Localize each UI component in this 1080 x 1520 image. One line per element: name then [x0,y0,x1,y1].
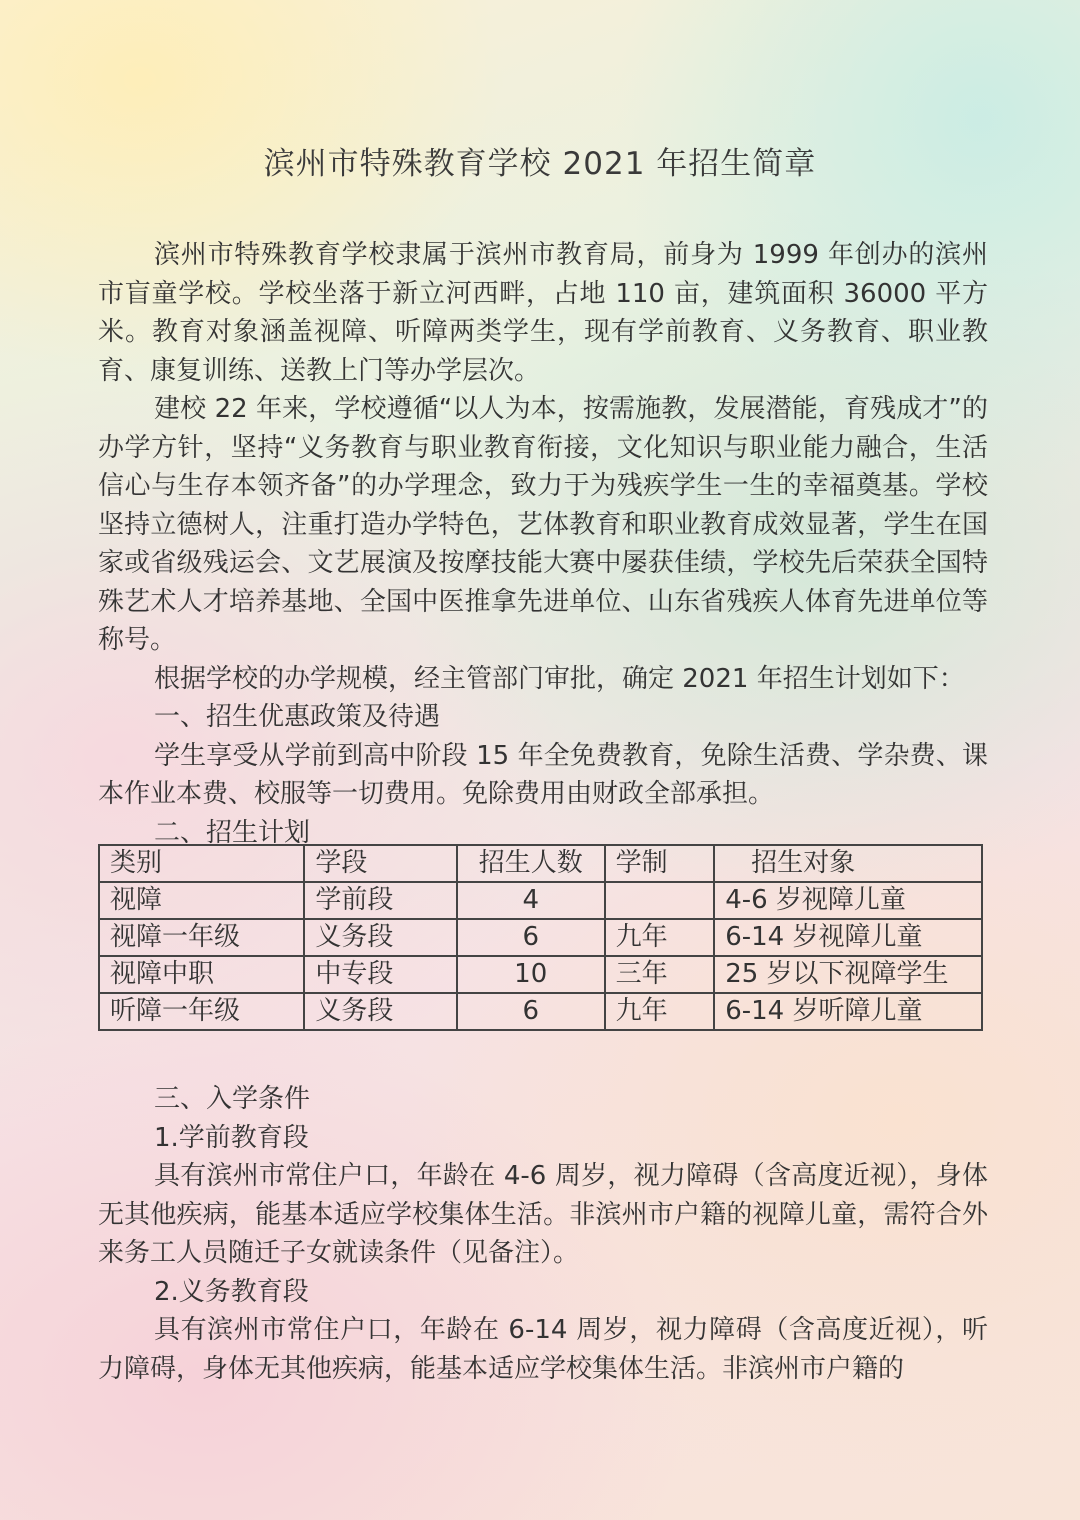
intro-text-block [98,236,988,852]
table-cell: 视障一年级 [99,919,304,956]
table-cell: 6 [457,919,605,956]
section2-heading: 二、招生计划 [154,817,311,848]
table-cell: 6-14 岁听障儿童 [714,993,982,1030]
plan-intro-paragraph: 根据学校的办学规模，经主管部门审批，确定 2021 年招生计划如下： [154,663,965,694]
section1-heading: 一、招生优惠政策及待遇 [154,702,441,732]
table-cell: 学前段 [304,882,456,919]
table-cell [605,882,715,919]
intro-paragraph: 滨州市特殊教育学校隶属于滨州市教育局，前身为 1999 年创办的滨州市盲童学校。学校坐落于新立河西畔，占地 110 亩，建筑面积 36000 平方米。教育对象涵盖视障、听障两类学生，现有学前教育、义务教育、职业教育、康复训练、送教上门等办学层次。 [98,240,988,386]
document-title: 滨州市特殊教育学校 2021 年招生简章 [263,146,817,182]
table-header-cell: 招生人数 [457,845,605,882]
table-row [99,993,982,1030]
subsection2-heading: 2.义务教育段 [154,1276,309,1307]
table-header-row [99,845,982,882]
history-paragraph: 建校 22 年来，学校遵循“以人为本，按需施教，发展潜能，育残成才”的办学方针，坚持“义务教育与职业教育衔接，文化知识与职业能力融合，生活信心与生存本领齐备”的办学理念，致力于为残疾学生一生的幸福奠基。学校坚持立德树人，注重打造办学特色，艺体教育和职业教育成效显著，学生在国家或省级残运会、文艺展演及按摩技能大赛中屡获佳绩，学校先后荣获全国特殊艺术人才培养基地、全国中医推拿先进单位、山东省残疾人体育先进单位等称号。 [98,394,988,655]
table-row [99,919,982,956]
table-cell: 25 岁以下视障学生 [714,956,982,993]
subsection1-paragraph: 具有滨州市常住户口，年龄在 4-6 周岁，视力障碍（含高度近视），身体无其他疾病，能基本适应学校集体生活。非滨州市户籍的视障儿童，需符合外来务工人员随迁子女就读条件（见备注）。 [98,1161,988,1268]
table-header-cell: 招生对象 [714,845,982,882]
table-cell: 听障一年级 [99,993,304,1030]
table-cell: 4 [457,882,605,919]
table-header-cell: 学制 [605,845,715,882]
table-cell: 义务段 [304,993,456,1030]
table-cell: 6 [457,993,605,1030]
table-row [99,956,982,993]
table-cell: 4-6 岁视障儿童 [714,882,982,919]
section3-heading: 三、入学条件 [154,1084,311,1114]
table-cell: 视障中职 [99,956,304,993]
table-header-cell: 类别 [99,845,304,882]
subsection2-paragraph: 具有滨州市常住户口，年龄在 6-14 周岁，视力障碍（含高度近视），听力障碍，身体无其他疾病，能基本适应学校集体生活。非滨州市户籍的 [98,1315,988,1384]
table-cell: 三年 [605,956,715,993]
table-header-cell: 学段 [304,845,456,882]
subsection1-heading: 1.学前教育段 [154,1122,309,1153]
table-cell: 10 [457,956,605,993]
table-cell: 九年 [605,993,715,1030]
section1-paragraph: 学生享受从学前到高中阶段 15 年全免费教育，免除生活费、学杂费、课本作业本费、校服等一切费用。免除费用由财政全部承担。 [98,740,988,809]
table-cell: 义务段 [304,919,456,956]
enrollment-plan-table [98,844,983,1031]
table-cell: 九年 [605,919,715,956]
admission-text-block [98,1080,988,1388]
table-cell: 中专段 [304,956,456,993]
table-cell: 6-14 岁视障儿童 [714,919,982,956]
table-cell: 视障 [99,882,304,919]
table-row [99,882,982,919]
